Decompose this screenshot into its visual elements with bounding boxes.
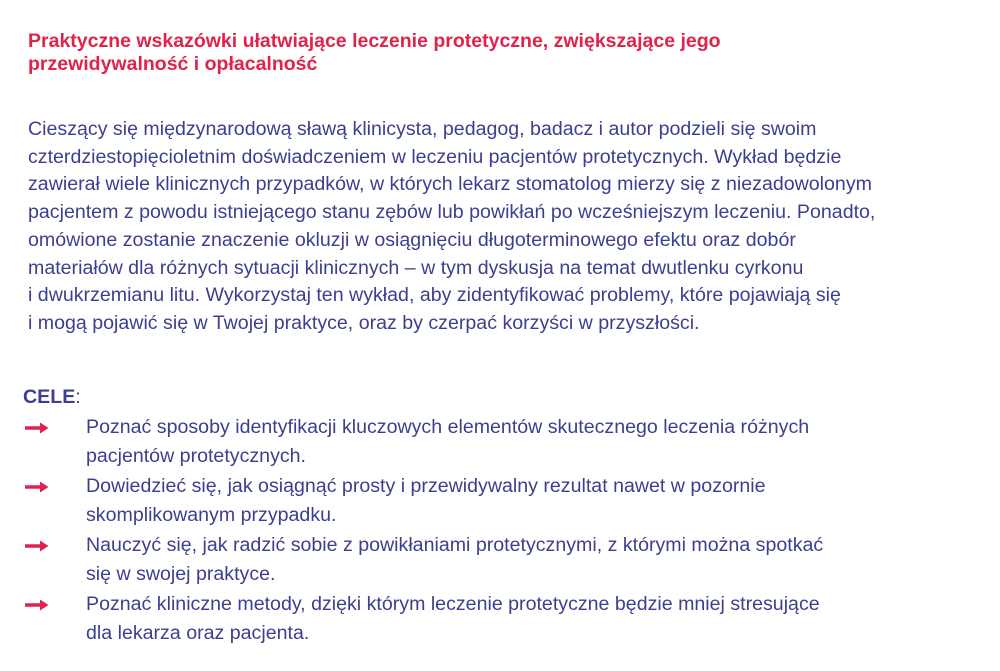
right-arrow-icon [25, 540, 49, 552]
intro-line: i mogą pojawić się w Twojej praktyce, oraz by czerpać korzyści w przyszłości. [28, 311, 700, 334]
intro-line: i dwukrzemianu litu. Wykorzystaj ten wykład, aby zidentyfikować problemy, które pojawiają się [28, 284, 841, 307]
goal-line: skomplikowanym przypadku. [86, 504, 337, 526]
intro-line: czterdziestopięcioletnim doświadczeniem w leczeniu pacjentów protetycznych. Wykład będzie [28, 145, 842, 168]
right-arrow-icon [25, 599, 49, 611]
goal-item [23, 531, 983, 589]
goals-heading [23, 384, 983, 411]
page-title [28, 30, 968, 76]
intro-line: omówione zostanie znaczenie okluzji w osiągnięciu długoterminowego efektu oraz dobór [28, 228, 796, 251]
intro-line: Cieszący się międzynarodową sławą klinicysta, pedagog, badacz i autor podzieli się swoim [28, 118, 817, 140]
title-line: Praktyczne wskazówki ułatwiające leczenie protetyczne, zwiększające jego [28, 30, 721, 52]
intro-line: zawierał wiele klinicznych przypadków, w których lekarz stomatolog mierzy się z niezadowolonym [28, 173, 872, 196]
goal-line: Poznać sposoby identyfikacji kluczowych elementów skutecznego leczenia różnych [86, 416, 810, 438]
goal-line: się w swojej praktyce. [86, 563, 276, 585]
intro-paragraph [28, 116, 988, 338]
goal-item [23, 413, 983, 471]
goal-item [23, 590, 983, 648]
right-arrow-icon [25, 422, 49, 434]
intro-line: materiałów dla różnych sytuacji klinicznych – w tym dyskusja na temat dwutlenku cyrkonu [28, 256, 804, 279]
goals-heading-label: CELE [23, 386, 76, 408]
goals-section [23, 384, 983, 649]
goals-heading-colon: : [75, 386, 81, 408]
right-arrow-icon [25, 481, 49, 493]
goal-line: pacjentów protetycznych. [86, 445, 306, 467]
goal-line: dla lekarza oraz pacjenta. [86, 622, 310, 644]
title-line: przewidywalność i opłacalność [28, 53, 318, 75]
goal-line: Poznać kliniczne metody, dzięki którym leczenie protetyczne będzie mniej stresujące [86, 593, 820, 615]
goal-line: Dowiedzieć się, jak osiągnąć prosty i przewidywalny rezultat nawet w pozornie [86, 475, 766, 497]
goal-item [23, 472, 983, 530]
goal-line: Nauczyć się, jak radzić sobie z powikłaniami protetycznymi, z którymi można spotkać [86, 534, 824, 556]
intro-line: pacjentem z powodu istniejącego stanu zębów lub powikłań po wcześniejszym leczeniu. Ponadto, [28, 201, 876, 224]
